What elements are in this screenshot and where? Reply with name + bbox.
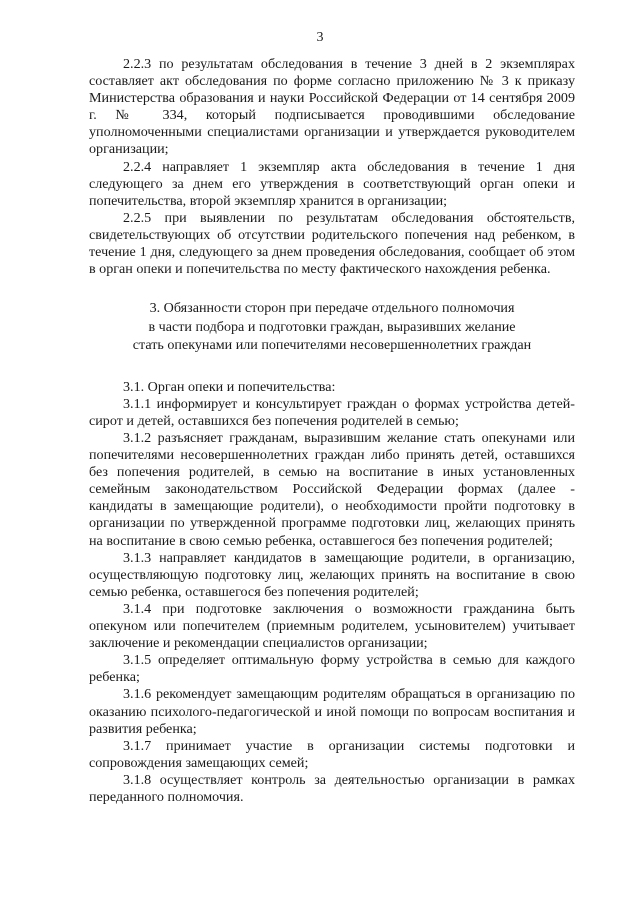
- section-heading-line: стать опекунами или попечителями несовершеннолетних граждан: [132, 337, 532, 354]
- section-heading-line: 3. Обязанности сторон при передаче отдельного полномочия: [149, 300, 515, 317]
- clause-2-2-3: 2.2.3 по результатам обследования в течение 3 дней в 2 экземплярах составляет акт обследования по форме согласно приложению № 3 к приказу Министерства образования и науки Российской Федерации от 14 сентября 2009 г. № 334, который подписывается проводившими обследование уполномоченными специалистами организации и утверждается руководителем организации;: [89, 56, 575, 158]
- clause-3-1-7: 3.1.7 принимает участие в организации системы подготовки и сопровождения замещающих семей;: [89, 737, 575, 771]
- clause-2-2-5: 2.2.5 при выявлении по результатам обследования обстоятельств, свидетельствующих об отсутствии родительского попечения над ребенком, в течение 1 дня, следующего за днем проведения обследования, сообщает об этом в орган опеки и попечительства по месту фактического нахождения ребенка.: [89, 209, 575, 278]
- clause-3-1-2: 3.1.2 разъясняет гражданам, выразившим желание стать опекунами или попечителями несовершеннолетних граждан либо принять детей, оставшихся без попечения родителей, в семью на воспитание в иных установленных семейным законодательством Российской Федерации формах (далее - кандидаты в замещающие родители), о необходимости пройти подготовку в организации по утвержденной программе подготовки лиц, желающих принять на воспитание в свою семью ребенка, оставшегося без попечения родителей;: [89, 430, 575, 549]
- clause-3-1-6: 3.1.6 рекомендует замещающим родителям обращаться в организацию по оказанию психолого-педагогической и иной помощи по вопросам воспитания и развития ребенка;: [89, 686, 575, 737]
- section-heading-line: в части подбора и подготовки граждан, выразивших желание: [148, 318, 516, 335]
- subsection-3-1-title: 3.1. Орган опеки и попечительства:: [123, 378, 336, 395]
- page-number: 3: [316, 30, 324, 45]
- document-body: [89, 56, 575, 806]
- clause-3-1-5: 3.1.5 определяет оптимальную форму устройства в семью для каждого ребенка;: [89, 652, 575, 686]
- clause-3-1-3: 3.1.3 направляет кандидатов в замещающие родители, в организацию, осуществляющую подготовку лиц, желающих принять на воспитание в свою семью ребенка, оставшегося без попечения родителей;: [89, 549, 575, 600]
- section-3-heading: [89, 299, 575, 355]
- clause-3-1-8: 3.1.8 осуществляет контроль за деятельностью организации в рамках переданного полномочия.: [89, 771, 575, 805]
- clause-2-2-4: 2.2.4 направляет 1 экземпляр акта обследования в течение 1 дня следующего за днем его утверждения в соответствующий орган опеки и попечительства, второй экземпляр хранится в организации;: [89, 158, 575, 209]
- clause-3-1-4: 3.1.4 при подготовке заключения о возможности гражданина быть опекуном или попечителем (приемным родителем, усыновителем) учитывает заключение и рекомендации специалистов организации;: [89, 600, 575, 652]
- clause-3-1-1: 3.1.1 информирует и консультирует граждан о формах устройства детей-сирот и детей, оставшихся без попечения родителей в семью;: [89, 395, 575, 429]
